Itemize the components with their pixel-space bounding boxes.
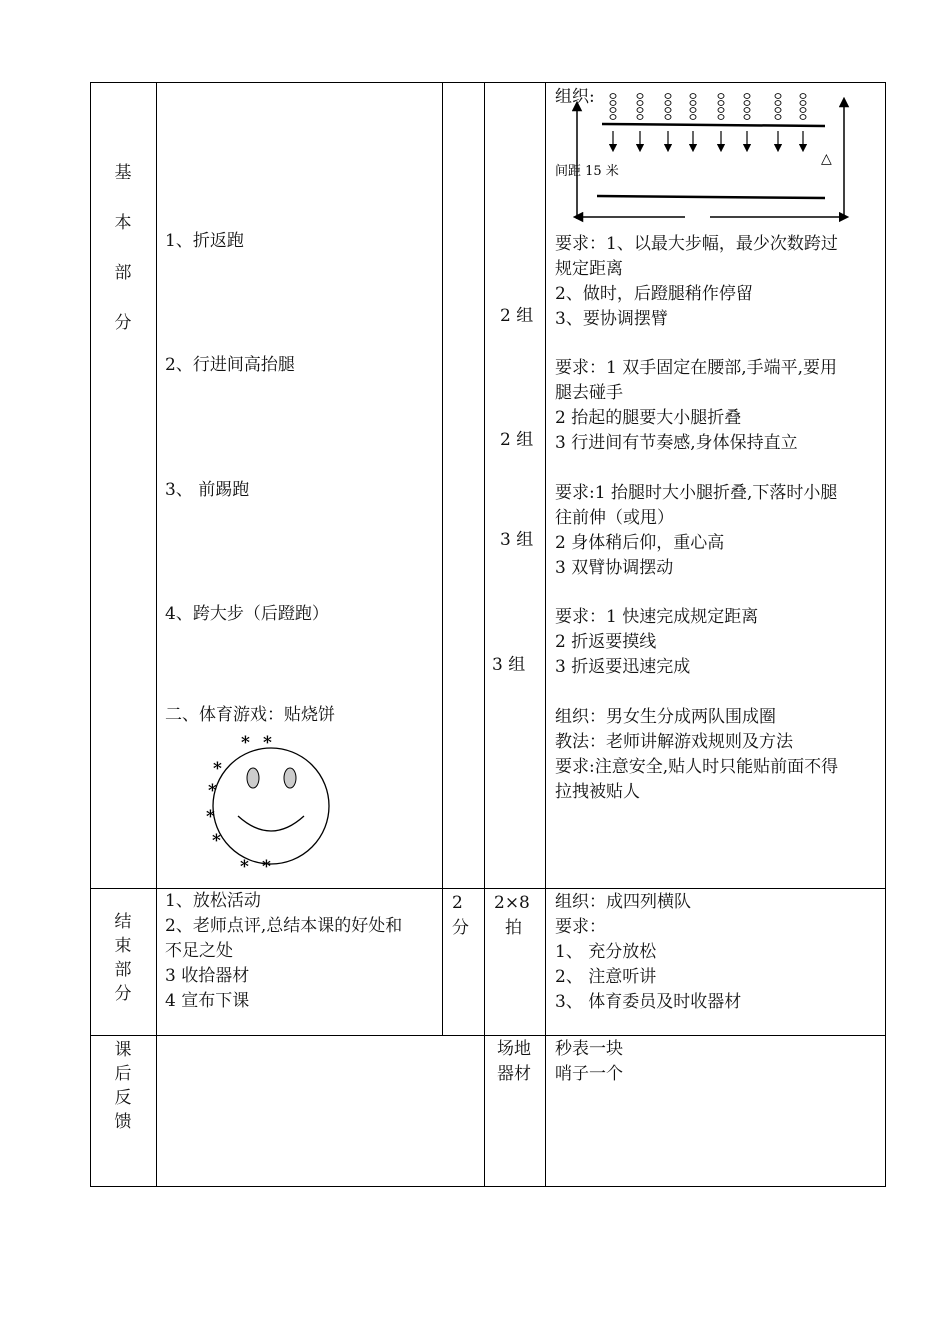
- student-column: [800, 94, 806, 148]
- req-line: 2 折返要摸线: [555, 632, 657, 652]
- student-mark: [690, 101, 696, 106]
- req-line: 2 抬起的腿要大小腿折叠: [555, 408, 742, 428]
- start-line: [602, 124, 825, 126]
- venue-label: 器材: [497, 1064, 531, 1084]
- item-shuttle-run: 1、折返跑: [165, 231, 244, 251]
- student-mark: [665, 94, 671, 99]
- req-line: 往前伸（或甩）: [555, 508, 674, 528]
- ending-org: 1、 充分放松: [555, 942, 657, 962]
- section-char: 分: [114, 984, 132, 1004]
- section-label-feedback: [90, 1038, 156, 1134]
- student-mark: [800, 115, 806, 120]
- game-diagram: [200, 728, 340, 876]
- drill-diagram: [550, 84, 860, 224]
- req-line: 2、做时，后蹬腿稍作停留: [555, 284, 753, 304]
- student-mark: [744, 108, 750, 113]
- smiley-mouth: [238, 816, 304, 831]
- student-mark: [610, 101, 616, 106]
- section-char: 后: [114, 1064, 132, 1084]
- section-label-ending: [90, 910, 156, 1006]
- student-mark: [718, 115, 724, 120]
- req-line: 要求：1、以最大步幅，最少次数跨过: [555, 234, 838, 254]
- section-char: 部: [114, 960, 132, 980]
- student-mark: [800, 94, 806, 99]
- req-line: 拉拽被贴人: [555, 782, 640, 802]
- section-char: 本: [114, 213, 132, 233]
- ending-beats-unit: 拍: [505, 918, 522, 938]
- ending-org: 3、 体育委员及时收器材: [555, 992, 742, 1012]
- section-char: 结: [114, 912, 132, 932]
- req-line: 要求:1 抬腿时大小腿折叠,下落时小腿: [555, 483, 838, 503]
- table-bottom-border: [90, 1186, 886, 1187]
- student-column: [610, 94, 616, 148]
- req-line: 3 行进间有节奏感,身体保持直立: [555, 433, 798, 453]
- ending-item: 4 宣布下课: [165, 991, 250, 1011]
- student-mark: [665, 108, 671, 113]
- ending-time-unit: 分: [452, 918, 469, 938]
- student-mark: [775, 115, 781, 120]
- req-line: 3 双臂协调摆动: [555, 558, 674, 578]
- star-mark: *: [263, 733, 272, 753]
- req-line: 教法：老师讲解游戏规则及方法: [555, 732, 793, 752]
- ending-item: 1、放松活动: [165, 891, 261, 911]
- student-column: [744, 94, 750, 148]
- req-line: 3、要协调摆臂: [555, 309, 668, 329]
- marker-triangle: △: [821, 151, 832, 167]
- item-game: 二、体育游戏：贴烧饼: [165, 705, 335, 725]
- student-column: [637, 94, 643, 148]
- group-count: 2 组: [500, 306, 534, 326]
- student-mark: [637, 115, 643, 120]
- student-mark: [690, 108, 696, 113]
- req-line: 3 折返要迅速完成: [555, 657, 691, 677]
- row-divider-feedback: [90, 1035, 886, 1036]
- distance-label: 间距 15 米: [555, 164, 619, 179]
- student-mark: [775, 108, 781, 113]
- ending-item: 3 收拾器材: [165, 966, 250, 986]
- smiley-face: [213, 748, 329, 864]
- table-top-border: [90, 82, 886, 83]
- student-mark: [718, 101, 724, 106]
- item-high-knees: 2、行进间高抬腿: [165, 355, 295, 375]
- student-column: [718, 94, 724, 148]
- student-mark: [744, 94, 750, 99]
- student-mark: [800, 108, 806, 113]
- group-count: 2 组: [500, 430, 534, 450]
- smiley-left-eye: [247, 768, 259, 788]
- section-char: 部: [114, 263, 132, 283]
- student-mark: [775, 94, 781, 99]
- org-label: 组织:: [555, 87, 595, 107]
- student-mark: [690, 94, 696, 99]
- ending-org: 2、 注意听讲: [555, 967, 657, 987]
- col-divider-4: [545, 82, 546, 1187]
- group-count: 3 组: [492, 655, 526, 675]
- equipment-item: 哨子一个: [555, 1064, 623, 1084]
- smiley-right-eye: [284, 768, 296, 788]
- student-mark: [610, 94, 616, 99]
- star-mark: *: [213, 759, 222, 779]
- student-mark: [718, 108, 724, 113]
- student-column: [665, 94, 671, 148]
- ending-org: 要求：: [555, 917, 606, 937]
- student-mark: [744, 101, 750, 106]
- section-label-basic: [90, 148, 156, 348]
- student-mark: [637, 94, 643, 99]
- ending-item: 不足之处: [165, 941, 233, 961]
- col-divider-1: [156, 82, 157, 1187]
- section-char: 反: [114, 1088, 132, 1108]
- group-count: 3 组: [500, 530, 534, 550]
- star-mark: *: [206, 807, 215, 827]
- table-right-border: [885, 82, 886, 1187]
- item-front-kick-run: 3、 前踢跑: [165, 480, 250, 500]
- req-line: 要求:注意安全,贴人时只能贴前面不得: [555, 757, 839, 777]
- star-mark: *: [212, 831, 221, 851]
- ending-beats: 2×8: [494, 893, 530, 913]
- ending-item: 2、老师点评,总结本课的好处和: [165, 916, 403, 936]
- student-mark: [718, 94, 724, 99]
- student-mark: [665, 115, 671, 120]
- star-mark: *: [262, 857, 271, 876]
- section-char: 分: [114, 313, 132, 333]
- star-mark: *: [241, 733, 250, 753]
- student-mark: [665, 101, 671, 106]
- student-mark: [637, 108, 643, 113]
- venue-label: 场地: [497, 1039, 531, 1059]
- student-mark: [690, 115, 696, 120]
- item-big-stride: 4、跨大步（后蹬跑）: [165, 604, 329, 624]
- section-char: 基: [114, 163, 132, 183]
- student-column: [775, 94, 781, 148]
- req-line: 组织：男女生分成两队围成圈: [555, 707, 776, 727]
- finish-line: [597, 196, 825, 198]
- student-mark: [744, 115, 750, 120]
- student-mark: [610, 108, 616, 113]
- student-mark: [800, 101, 806, 106]
- student-column: [690, 94, 696, 148]
- student-mark: [775, 101, 781, 106]
- student-mark: [610, 115, 616, 120]
- ending-org: 组织：成四列横队: [555, 892, 691, 912]
- star-mark: *: [240, 857, 249, 876]
- section-char: 馈: [114, 1112, 132, 1132]
- section-char: 课: [114, 1040, 132, 1060]
- ending-time: 2: [452, 893, 463, 913]
- req-line: 要求：1 快速完成规定距离: [555, 607, 759, 627]
- req-line: 规定距离: [555, 259, 623, 279]
- req-line: 腿去碰手: [555, 383, 623, 403]
- section-char: 束: [114, 936, 132, 956]
- star-mark: *: [208, 781, 217, 801]
- col-divider-2: [442, 82, 443, 1036]
- req-line: 要求：1 双手固定在腰部,手端平,要用: [555, 358, 838, 378]
- equipment-item: 秒表一块: [555, 1039, 623, 1059]
- req-line: 2 身体稍后仰，重心高: [555, 533, 725, 553]
- student-mark: [637, 101, 643, 106]
- col-divider-3: [484, 82, 485, 1187]
